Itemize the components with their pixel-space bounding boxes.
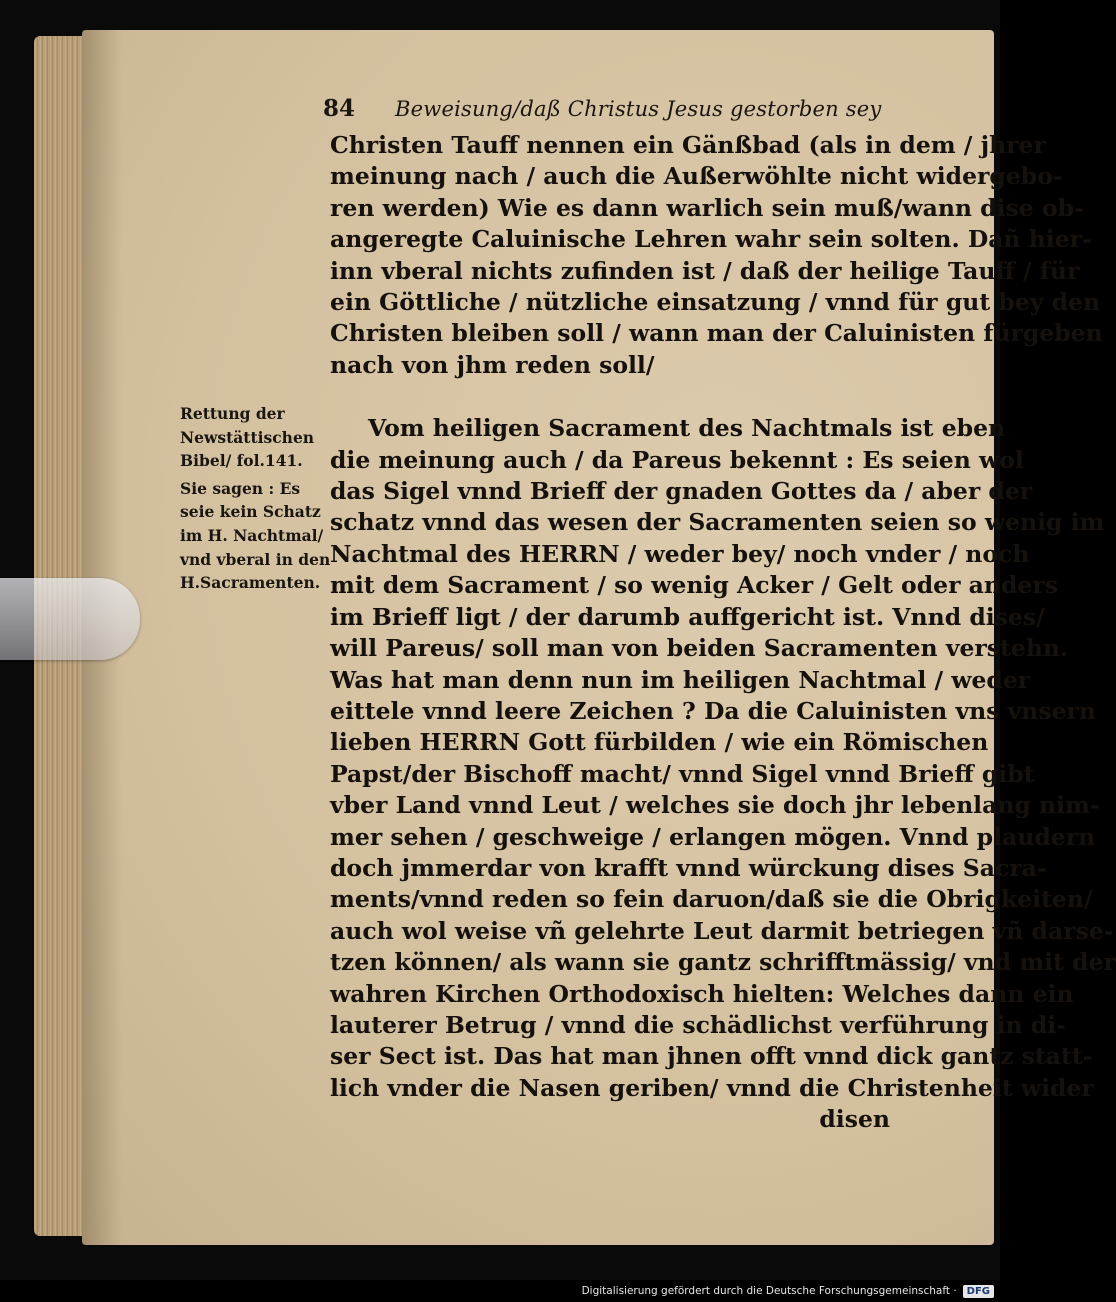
text-line: mer sehen / geschweige / erlangen mögen. Vnnd plaudern (330, 822, 1096, 851)
paragraph-gap (330, 381, 890, 413)
funding-credit: Digitalisierung gefördert durch die Deutsche Forschungsgemeinschaft · (581, 1285, 957, 1297)
marginal-line: Rettung der (180, 404, 285, 423)
marginal-line: seie kein Schatz (180, 502, 321, 522)
text-line: schatz vnnd das wesen der Sacramenten seien so wenig im (330, 508, 1105, 537)
marginal-line: Newstättischen (180, 427, 315, 447)
text-line: lieben HERRN Gott fürbilden / wie ein Römischen (330, 728, 989, 757)
text-line: lich vnder die Nasen geriben/ vnnd die Christenheit wider (330, 1073, 1094, 1102)
marginal-line: im H. Nachtmal/ (180, 525, 324, 545)
text-line: Christen bleiben soll / wann man der Caluinisten fürgeben (330, 319, 1103, 348)
page-header (323, 95, 883, 131)
catchword: disen (819, 1105, 890, 1134)
bookmark-tab (0, 578, 140, 660)
main-text (330, 130, 1116, 1136)
text-line: meinung nach / auch die Außerwöhlte nicht widergebo- (330, 162, 1063, 191)
text-line: ments/vnnd reden so fein daruon/daß sie die Obrigkeiten/ (330, 885, 1093, 914)
footer-bar (0, 1280, 1000, 1302)
text-line: doch jmmerdar von krafft vnnd würckung dises Sacra- (330, 853, 1047, 882)
text-line: vber Land vnnd Leut / welches sie doch jhr lebenlang nim- (330, 791, 1100, 820)
text-line: inn vberal nichts zufinden ist / daß der heilige Tauff / für (330, 256, 1080, 285)
text-line: wahren Kirchen Orthodoxisch hielten: Welches dann ein (330, 979, 1074, 1008)
running-title: Beweisung/daß Christus Jesus gestorben sey (395, 97, 882, 121)
marginal-line: vnd vberal in den (180, 549, 331, 569)
marginal-line: Bibel/ fol.141. (180, 451, 303, 471)
text-line: auch wol weise vñ gelehrte Leut darmit betriegen vñ darse- (330, 916, 1114, 945)
text-line: eittele vnnd leere Zeichen ? Da die Caluinisten vns vnsern (330, 696, 1096, 725)
text-line: Was hat man denn nun im heiligen Nachtmal / weder (330, 665, 1031, 694)
text-line: Vom heiligen Sacrament des Nachtmals ist eben (368, 414, 1006, 443)
marginal-line: Sie sagen : Es (180, 478, 301, 498)
text-line: lauterer Betrug / vnnd die schädlichst verführung in di- (330, 1010, 1066, 1039)
text-line: das Sigel vnnd Brieff der gnaden Gottes da / aber der (330, 477, 1033, 506)
marginal-line: H.Sacramenten. (180, 573, 321, 593)
text-line: nach von jhm reden soll/ (330, 350, 655, 379)
text-line: im Brieff ligt / der darumb auffgericht ist. Vnnd dises/ (330, 602, 1045, 631)
text-line: Christen Tauff nennen ein Gänßbad (als in dem / jhrer (330, 131, 1046, 159)
text-line: die meinung auch / da Pareus bekennt : Es seien wol (330, 445, 1024, 474)
text-line: will Pareus/ soll man von beiden Sacramenten verstehn. (330, 634, 1069, 663)
text-line: Papst/der Bischoff macht/ vnnd Sigel vnnd Brieff gibt (330, 759, 1035, 788)
text-line: ren werden) Wie es dann warlich sein muß/wann dise ob- (330, 193, 1084, 222)
dfg-logo: DFG (963, 1285, 994, 1298)
page-number: 84 (323, 95, 356, 122)
text-line: mit dem Sacrament / so wenig Acker / Gelt oder anders (330, 571, 1058, 600)
marginal-notes (180, 402, 330, 595)
text-line: angeregte Caluinische Lehren wahr sein solten. Dañ hier- (330, 225, 1092, 254)
text-line: ein Göttliche / nützliche einsatzung / vnnd für gut bey den (330, 288, 1101, 317)
text-line: Nachtmal des HERRN / weder bey/ noch vnder / noch (330, 539, 1030, 568)
text-line: ser Sect ist. Das hat man jhnen offt vnnd dick gantz statt- (330, 1042, 1093, 1071)
text-line: tzen können/ als wann sie gantz schrifftmässig/ vnd mit der (330, 948, 1116, 977)
